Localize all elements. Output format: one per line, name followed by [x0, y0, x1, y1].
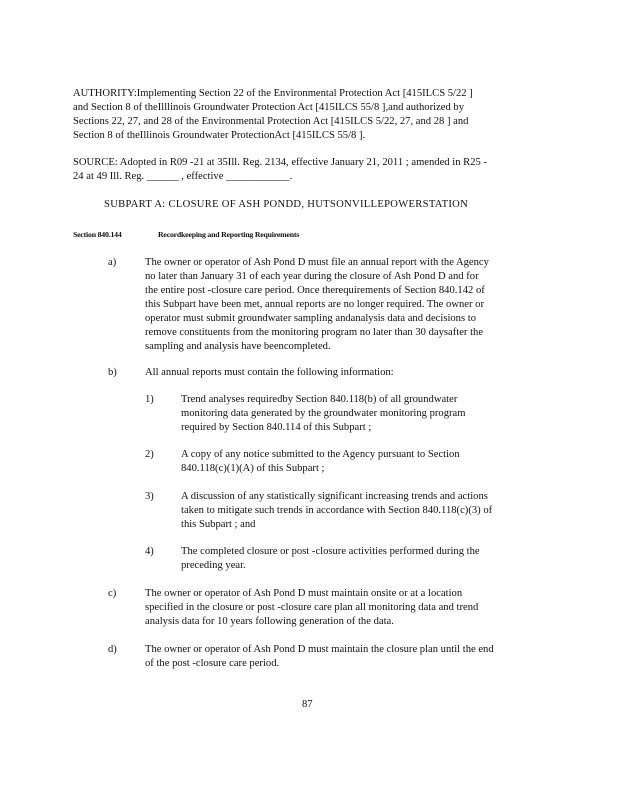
text-line: taken to mitigate such trends in accordance with Section 840.118(c)(3) of [181, 505, 493, 516]
text-line: All annual reports must contain the following information: [145, 367, 394, 378]
text-line: A discussion of any statistically significant increasing trends and actions [181, 491, 488, 502]
authority-line: and Section 8 of theIlllinois Groundwater Protection Act [415ILCS 55/8 ],and authorized by [73, 102, 465, 113]
text-line: operator must submit groundwater sampling andanalysis data and decisions to [145, 313, 476, 324]
text-line: remove constituents from the monitoring program no later than 30 daysafter the [145, 327, 484, 338]
subitem-text [181, 393, 465, 435]
text-line: sampling and analysis have beencompleted. [145, 341, 331, 352]
subitem-label: 4) [145, 546, 154, 557]
item-label: b) [108, 367, 117, 378]
text-line: The owner or operator of Ash Pond D must maintain onsite or at a location [145, 588, 463, 599]
text-line: monitoring data generated by the groundwater monitoring program [181, 408, 466, 419]
text-line: The completed closure or post -closure activities performed during the [181, 546, 480, 557]
subpart-heading: SUBPART A: CLOSURE OF ASH PONDD, HUTSONVILLEPOWERSTATION [104, 199, 469, 210]
text-line: A copy of any notice submitted to the Agency pursuant to Section [181, 449, 460, 460]
text-line: of the post -closure care period. [145, 658, 280, 669]
item-label: c) [108, 588, 117, 599]
item-text [145, 587, 478, 629]
subitem-label: 2) [145, 449, 154, 460]
section-number: Section 840.144 [73, 230, 122, 239]
subitem-text [181, 545, 480, 573]
item-text [145, 256, 489, 354]
text-line: The owner or operator of Ash Pond D must file an annual report with the Agency [145, 257, 489, 268]
subitem-text [181, 490, 492, 532]
text-line: Trend analyses requiredby Section 840.118(b) of all groundwater [181, 394, 458, 405]
source-line: SOURCE: Adopted in R09 -21 at 35Ill. Reg. 2134, effective January 21, 2011 ; amended in R25 - [73, 157, 487, 168]
text-line: preceding year. [181, 560, 246, 571]
text-line: The owner or operator of Ash Pond D must maintain the closure plan until the end [145, 644, 494, 655]
section-title: Recordkeeping and Reporting Requirements [158, 230, 300, 239]
authority-line: Section 8 of theIllinois Groundwater ProtectionAct [415ILCS 55/8 ]. [73, 130, 366, 141]
item-text [145, 643, 494, 671]
text-line: required by Section 840.114 of this Subpart ; [181, 422, 372, 433]
source-note [73, 156, 487, 184]
authority-line: AUTHORITY:Implementing Section 22 of the Environmental Protection Act [415ILCS 5/22 ] [73, 88, 473, 99]
source-line: 24 at 49 Ill. Reg. ______ , effective ____________. [73, 171, 293, 182]
text-line: 840.118(c)(1)(A) of this Subpart ; [181, 463, 325, 474]
authority-line: Sections 22, 27, and 28 of the Environmental Protection Act [415ILCS 5/22, 27, and 28 ] and [73, 116, 469, 127]
text-line: this Subpart have been met, annual reports are no longer required. The owner or [145, 299, 484, 310]
text-line: this Subpart ; and [181, 519, 256, 530]
text-line: analysis data for 10 years following generation of the data. [145, 616, 394, 627]
item-text [145, 366, 394, 380]
item-label: d) [108, 644, 117, 655]
text-line: specified in the closure or post -closure care plan all monitoring data and trend [145, 602, 479, 613]
authority-note [73, 87, 473, 143]
item-label: a) [108, 257, 117, 268]
subitem-label: 1) [145, 394, 154, 405]
page-number: 87 [302, 699, 313, 710]
subitem-text [181, 448, 460, 476]
text-line: the entire post -closure care period. Once therequirements of Section 840.142 of [145, 285, 485, 296]
text-line: no later than January 31 of each year during the closure of Ash Pond D and for [145, 271, 479, 282]
subitem-label: 3) [145, 491, 154, 502]
